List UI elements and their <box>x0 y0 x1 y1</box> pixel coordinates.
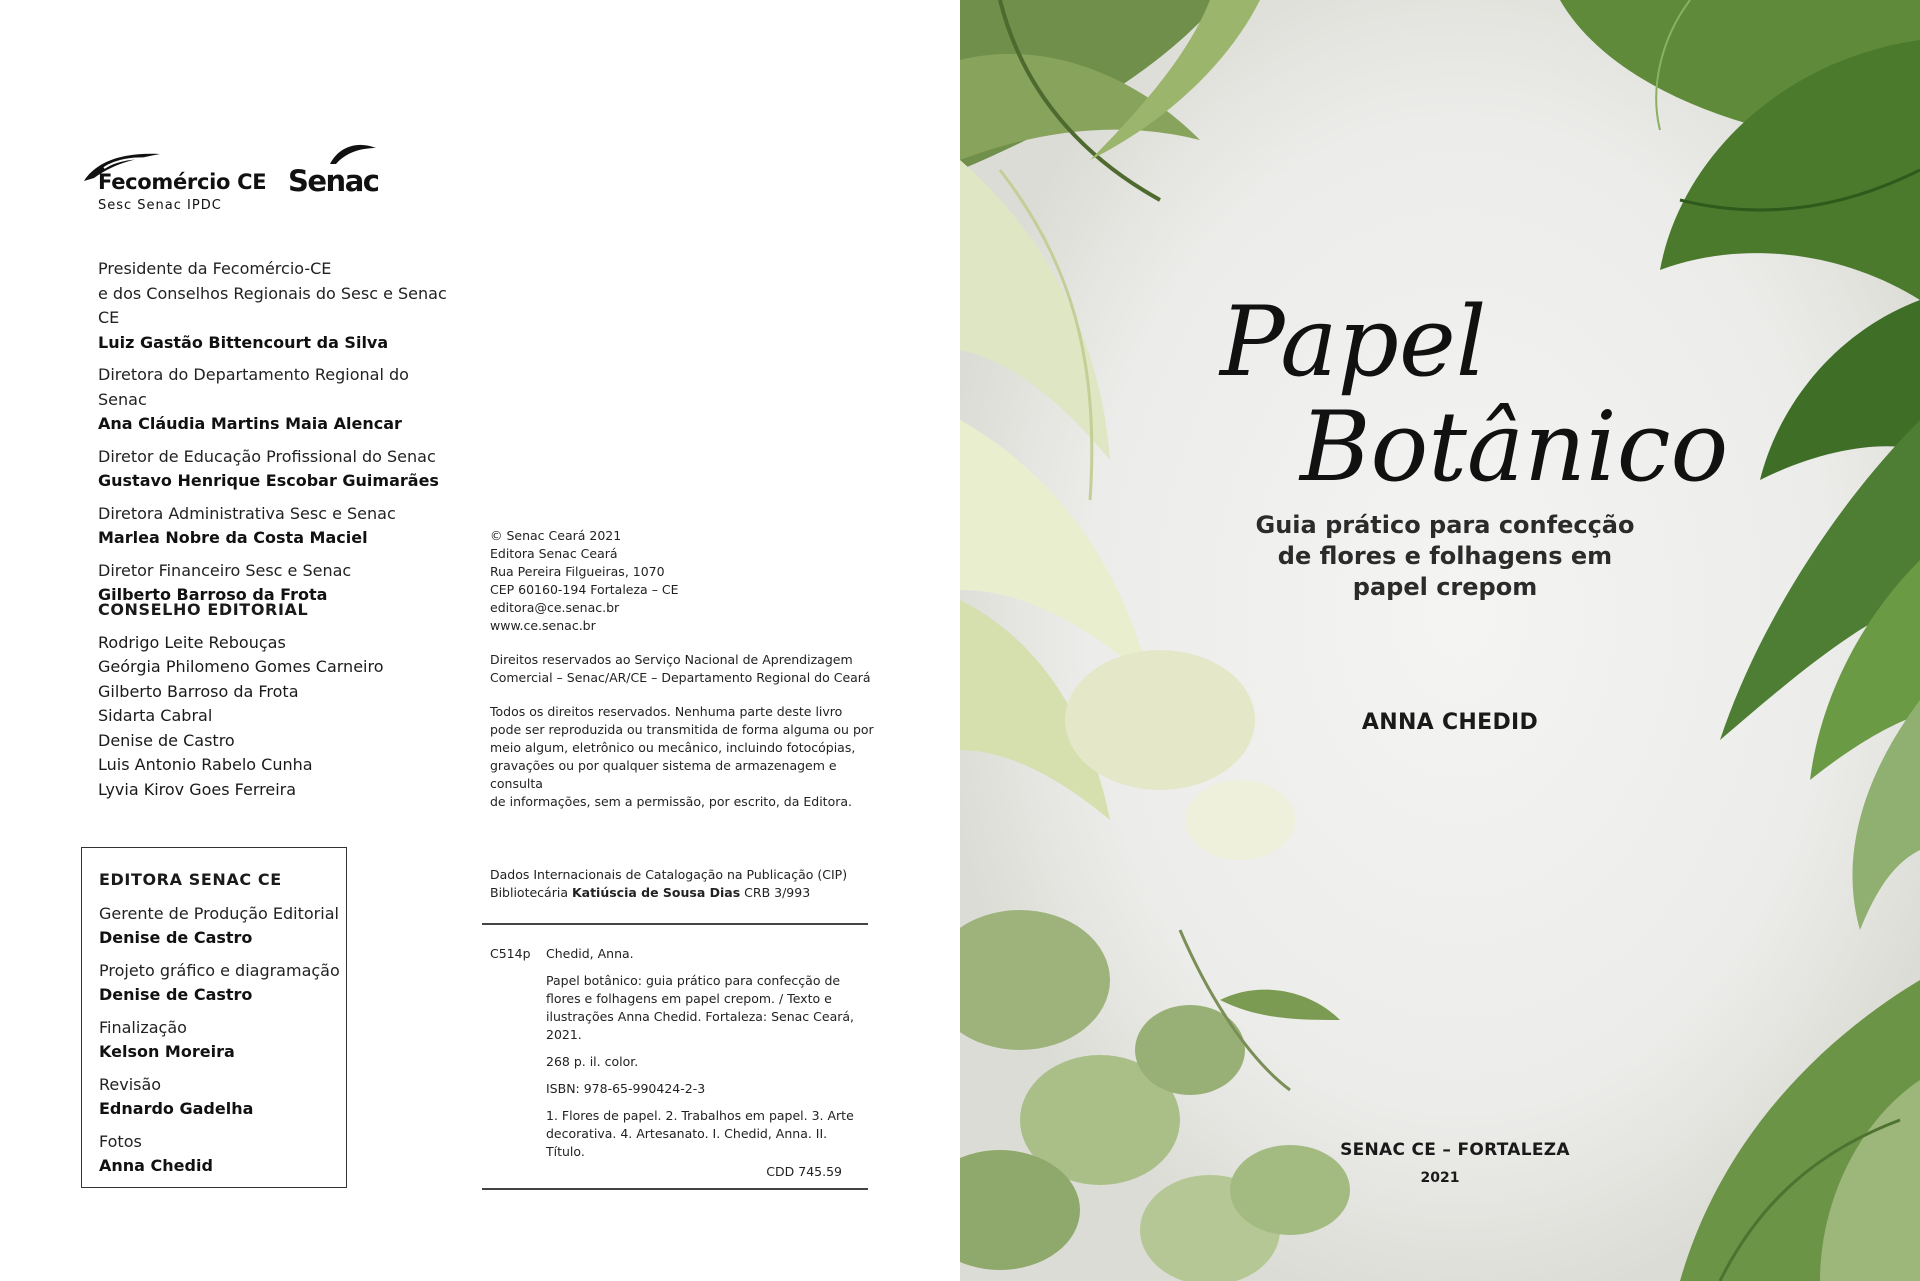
credit-person: Ana Cláudia Martins Maia Alencar <box>98 414 402 433</box>
credit-admin-director <box>98 502 458 551</box>
notice-line: gravações ou por qualquer sistema de armazenagem e consulta <box>490 758 837 791</box>
cip-description-line: 2021. <box>546 1027 582 1042</box>
council-member: Sidarta Cabral <box>98 706 213 725</box>
title-line2: Botânico <box>1300 391 1729 503</box>
cover-imprint: SENAC CE – FORTALEZA <box>1340 1140 1570 1160</box>
legal-notice <box>490 527 880 827</box>
editora-role: Projeto gráfico e diagramação <box>99 961 340 980</box>
publisher-address <box>490 527 880 635</box>
rights-statement <box>490 651 880 687</box>
cip-code: C514p <box>490 946 531 961</box>
editora-heading: EDITORA SENAC CE <box>99 870 282 889</box>
subtitle-line: papel crepom <box>1352 573 1538 601</box>
editora-item <box>99 959 346 1007</box>
librarian-name: Katiúscia de Sousa Dias <box>571 885 741 900</box>
senac-bird-icon <box>328 140 378 166</box>
credit-role: Diretor Financeiro Sesc e Senac <box>98 560 352 580</box>
editora-role: Gerente de Produção Editorial <box>99 904 339 923</box>
fecomercio-subtitle: Sesc Senac IPDC <box>98 198 222 213</box>
cover-author: ANNA CHEDID <box>1361 710 1539 735</box>
credit-role: e dos Conselhos Regionais do Sesc e Senac CE <box>98 283 447 327</box>
council-member: Geórgia Philomeno Gomes Carneiro <box>98 657 384 676</box>
subtitle-line: Guia prático para confecção <box>1255 511 1635 539</box>
council-members <box>98 631 458 803</box>
notice-line: Todos os direitos reservados. Nenhuma parte deste livro <box>490 704 843 719</box>
editora-person: Anna Chedid <box>99 1156 213 1175</box>
cip-subject-line: 1. Flores de papel. 2. Trabalhos em papel. 3. Arte <box>546 1108 854 1123</box>
address-line: © Senac Ceará 2021 <box>490 528 622 543</box>
credit-role: Diretora do Departamento Regional do Senac <box>98 365 409 409</box>
editora-person: Ednardo Gadelha <box>99 1099 254 1118</box>
librarian-crb: CRB 3/993 <box>740 885 811 900</box>
credit-role: Diretora Administrativa Sesc e Senac <box>98 503 396 523</box>
credit-role: Diretor de Educação Profissional do Senac <box>98 446 436 466</box>
address-line: CEP 60160-194 Fortaleza – CE <box>490 582 679 597</box>
credit-person: Marlea Nobre da Costa Maciel <box>98 528 368 547</box>
fecomercio-name: Fecomércio CE <box>98 170 267 194</box>
cip-pages: 268 p. il. color. <box>546 1054 639 1069</box>
librarian-prefix: Bibliotecária <box>490 885 572 900</box>
editora-item <box>99 1016 346 1064</box>
editora-item <box>99 1073 346 1121</box>
foliage-photo <box>960 0 1920 1281</box>
cip-description <box>546 972 856 1044</box>
title-lettering <box>1220 270 1740 503</box>
credit-role: Presidente da Fecomércio-CE <box>98 259 332 278</box>
reproduction-notice <box>490 703 880 811</box>
council-member: Rodrigo Leite Rebouças <box>98 632 286 652</box>
editora-person: Kelson Moreira <box>99 1042 235 1061</box>
cover-subtitle <box>1245 510 1645 603</box>
council-member: Luis Antonio Rabelo Cunha <box>98 755 313 774</box>
editora-role: Finalização <box>99 1018 187 1037</box>
cip-description-line: flores e folhagens em papel crepom. / Texto e <box>546 991 832 1006</box>
cip-author: Chedid, Anna. <box>546 946 634 961</box>
cip-body <box>546 945 856 1190</box>
rights-line: Comercial – Senac/AR/CE – Departamento Regional do Ceará <box>490 670 871 685</box>
cip-subject-line: decorativa. 4. Artesanato. I. Chedid, Anna. II. Título. <box>546 1126 828 1159</box>
credits-list <box>98 257 458 616</box>
notice-line: pode ser reproduzida ou transmitida de forma alguma ou por <box>490 722 874 737</box>
cip-divider-bottom <box>482 1188 868 1190</box>
cip-cdd: CDD 745.59 <box>766 1164 842 1179</box>
cip-description-line: Papel botânico: guia prático para confecção de <box>546 973 841 988</box>
council-member: Gilberto Barroso da Frota <box>98 681 299 701</box>
cover-title <box>1220 270 1740 503</box>
credit-person: Gilberto Barroso da Frota <box>98 585 328 604</box>
credit-regional-director <box>98 363 458 437</box>
council-heading: CONSELHO EDITORIAL <box>98 600 309 619</box>
cip-description-line: ilustrações Anna Chedid. Fortaleza: Senac Ceará, <box>546 1009 855 1024</box>
rights-line: Direitos reservados ao Serviço Nacional de Aprendizagem <box>490 652 853 667</box>
cip-header <box>490 866 880 902</box>
title-line1: Papel <box>1220 286 1487 398</box>
notice-line: meio algum, eletrônico ou mecânico, incluindo fotocópias, <box>490 740 856 755</box>
credit-person: Luiz Gastão Bittencourt da Silva <box>98 332 389 352</box>
cip-header-line: Dados Internacionais de Catalogação na Publicação (CIP) <box>490 867 848 882</box>
cover-page <box>960 0 1920 1281</box>
council-member: Lyvia Kirov Goes Ferreira <box>98 779 297 799</box>
credit-person: Gustavo Henrique Escobar Guimarães <box>98 471 439 490</box>
editora-box <box>81 847 347 1188</box>
editorial-council <box>98 598 458 802</box>
senac-logo <box>288 140 388 200</box>
notice-line: de informações, sem a permissão, por escrito, da Editora. <box>490 794 852 809</box>
editora-item <box>99 902 346 950</box>
editora-item <box>99 1130 346 1178</box>
editora-role: Fotos <box>99 1132 142 1151</box>
address-line: Rua Pereira Filgueiras, 1070 <box>490 564 665 579</box>
cip-subjects <box>546 1107 856 1161</box>
council-member: Denise de Castro <box>98 730 235 750</box>
email-text: editora@ce.senac.br <box>490 600 620 615</box>
credit-president <box>98 257 458 355</box>
editora-role: Revisão <box>99 1075 162 1094</box>
librarian-line <box>490 884 880 902</box>
senac-name: Senac <box>288 164 379 198</box>
credit-education-director <box>98 445 458 494</box>
editora-person: Denise de Castro <box>99 985 253 1004</box>
address-line: Editora Senac Ceará <box>490 546 618 561</box>
website-text: www.ce.senac.br <box>490 618 596 633</box>
cover-year: 2021 <box>1420 1170 1460 1186</box>
editora-person: Denise de Castro <box>99 928 253 947</box>
fecomercio-logo <box>82 148 272 218</box>
cip-divider-top <box>482 923 868 925</box>
subtitle-line: de flores e folhagens em <box>1277 542 1613 570</box>
cip-isbn: ISBN: 978-65-990424-2-3 <box>546 1081 706 1096</box>
